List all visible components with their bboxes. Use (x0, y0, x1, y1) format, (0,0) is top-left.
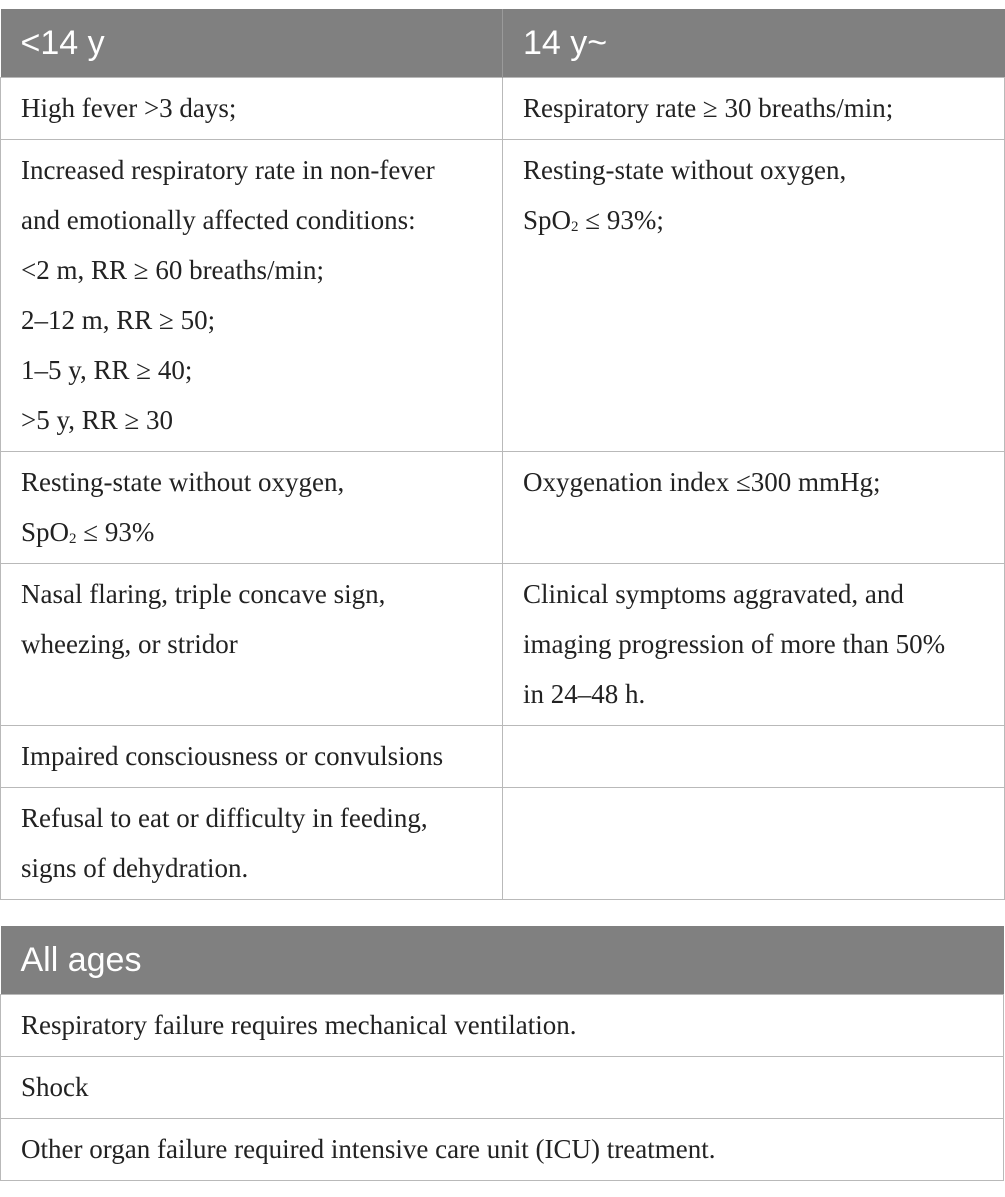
cell-under-14 (1, 78, 503, 140)
cell-line: High fever >3 days; (21, 93, 237, 123)
cell-line: and emotionally affected conditions: (21, 205, 416, 235)
header-row (1, 926, 1004, 995)
cell-line: Resting-state without oxygen, (523, 155, 847, 185)
age-criteria-table (0, 9, 1005, 900)
header-14-and-over: 14 y~ (503, 9, 1005, 78)
table-row (1, 140, 1005, 452)
cell-under-14 (1, 452, 503, 564)
cell-14-and-over (503, 452, 1005, 564)
cell-all-ages: Other organ failure required intensive care unit (ICU) treatment. (1, 1119, 1004, 1181)
spo2-line (21, 507, 482, 557)
spo2-subscript: 2 (571, 219, 579, 235)
cell-14-and-over (503, 140, 1005, 452)
cell-all-ages: Shock (1, 1057, 1004, 1119)
table-row (1, 995, 1004, 1057)
cell-line: <2 m, RR ≥ 60 breaths/min; (21, 255, 325, 285)
cell-under-14 (1, 564, 503, 726)
cell-line: 1–5 y, RR ≥ 40; (21, 355, 193, 385)
header-all-ages: All ages (1, 926, 1004, 995)
cell-under-14 (1, 788, 503, 900)
table-row (1, 788, 1005, 900)
cell-line: Increased respiratory rate in non-fever (21, 155, 435, 185)
spo2-prefix: SpO (21, 517, 70, 547)
cell-line: imaging progression of more than 50% (523, 629, 946, 659)
cell-line: Oxygenation index ≤300 mmHg; (523, 467, 881, 497)
cell-line: 2–12 m, RR ≥ 50; (21, 305, 216, 335)
cell-line: Impaired consciousness or convulsions (21, 741, 444, 771)
table-row (1, 564, 1005, 726)
spo2-line (523, 195, 984, 245)
cell-all-ages: Respiratory failure requires mechanical ventilation. (1, 995, 1004, 1057)
table-row (1, 452, 1005, 564)
cell-line: in 24–48 h. (523, 679, 646, 709)
table-row (1, 78, 1005, 140)
spo2-prefix: SpO (523, 205, 572, 235)
cell-line: >5 y, RR ≥ 30 (21, 405, 174, 435)
cell-line: Respiratory rate ≥ 30 breaths/min; (523, 93, 894, 123)
table-row (1, 726, 1005, 788)
table-row (1, 1119, 1004, 1181)
cell-14-and-over-empty (503, 788, 1005, 900)
all-ages-table (0, 926, 1004, 1181)
cell-line: Resting-state without oxygen, (21, 467, 345, 497)
cell-line: Nasal flaring, triple concave sign, (21, 579, 386, 609)
table-row (1, 1057, 1004, 1119)
header-row (1, 9, 1005, 78)
spo2-suffix: ≤ 93% (76, 517, 155, 547)
cell-14-and-over-empty (503, 726, 1005, 788)
spo2-suffix: ≤ 93%; (578, 205, 664, 235)
spo2-subscript: 2 (69, 531, 77, 547)
cell-line: Refusal to eat or difficulty in feeding, (21, 803, 428, 833)
cell-line: wheezing, or stridor (21, 629, 238, 659)
header-under-14: <14 y (1, 9, 503, 78)
cell-under-14 (1, 726, 503, 788)
cell-under-14 (1, 140, 503, 452)
cell-14-and-over (503, 564, 1005, 726)
cell-line: signs of dehydration. (21, 853, 249, 883)
cell-line: Clinical symptoms aggravated, and (523, 579, 904, 609)
cell-14-and-over (503, 78, 1005, 140)
